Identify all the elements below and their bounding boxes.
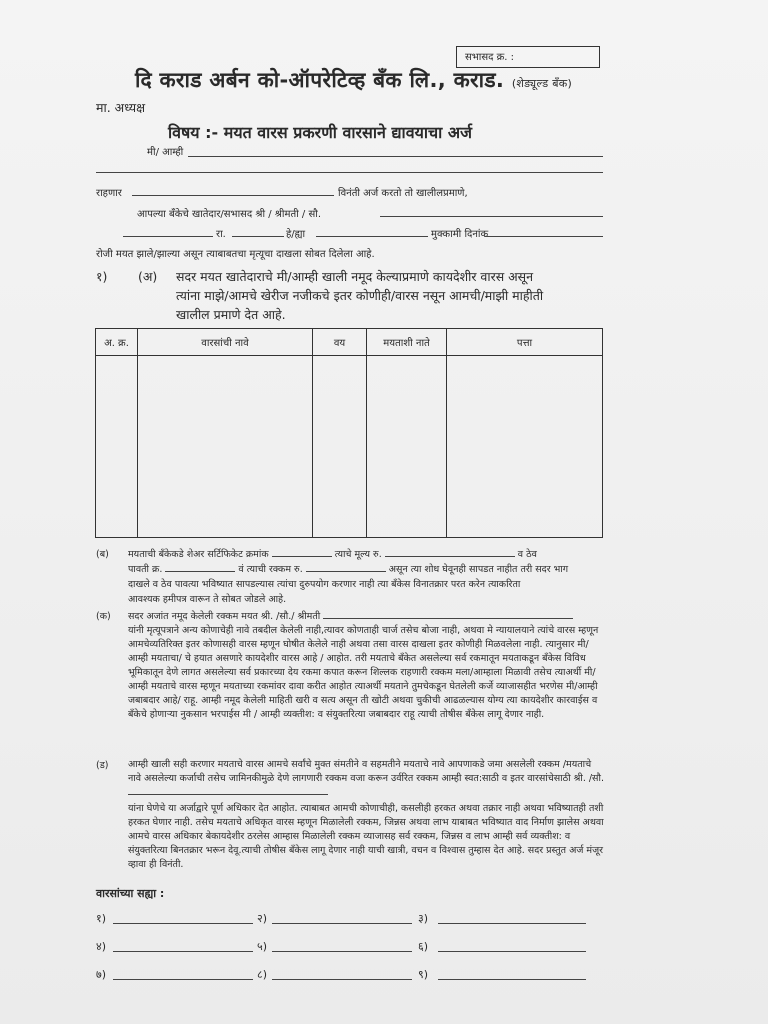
signature-8-number: ८) — [257, 968, 268, 981]
para-a-line-2: त्यांना माझे/आमचे खेरीज नजीकचे इतर कोणीही/वारस नसून आमची/माझी माहीती — [176, 288, 544, 303]
para-k-label: सदर अजांत नमूद केलेली रक्कम मयत श्री. /सौ./ श्रीमती — [128, 611, 321, 622]
relation-cell[interactable] — [367, 356, 447, 538]
account-holder-label: आपल्या बँकेचे खातेदार/सभासद श्री / श्रीमती / सौ. — [137, 209, 322, 220]
signature-3-line[interactable] — [438, 923, 586, 924]
para-d-body-text: आम्ही खाली सही करणार मयताचे वारस आमचे सर्वांचे मुक्त संमतीने व सहमतीने मयताचे नावे आपणाकडे जमा असलेली रक्कम /मयताचे नावे असलेल्या कर्जाची तसेच जामिनकीमुळे देणे लागणारी रक्कम वजा करून उर्वरित रक्कम आम्ही स्वत:साठी व इतर वारसांचेसाठी श्री. /सौ. — [128, 759, 604, 784]
signature-7-number: ७) — [96, 968, 107, 981]
para-b-text-6: असून त्या शोध घेवूनही सापडत नाहीत तरी सदर भाग — [388, 564, 569, 575]
heirs-table-body — [96, 356, 603, 538]
signature-9-number: ९) — [418, 968, 429, 981]
para-a-line-1: सदर मयत खातेदाराचे मी/आम्ही खाली नमूद केल्याप्रमाणे कायदेशीर वारस असून — [176, 269, 534, 284]
applicant-name-line-2 — [96, 172, 603, 173]
bank-name-heading — [135, 66, 572, 94]
ra-line — [232, 236, 284, 237]
he-hya-label: हे/ह्या — [286, 229, 306, 240]
ra-prefix-line — [123, 236, 213, 237]
heirs-table-header — [96, 329, 603, 356]
para-b-line-1 — [128, 547, 537, 560]
bank-tag: (शेड्यूल्ड बँक) — [511, 77, 573, 90]
resident-label: राहणार — [96, 188, 122, 199]
signature-4-number: ४) — [96, 940, 107, 953]
mukkami-label: मुक्कामी दिनांक — [431, 229, 489, 240]
section-k-marker: (क) — [96, 611, 111, 622]
date-line — [485, 236, 603, 237]
receipt-no-blank — [165, 571, 235, 572]
share-certificate-blank — [272, 556, 332, 557]
signature-4-line[interactable] — [113, 951, 253, 952]
para-b-line-4: आवश्यक हमीपत्र वारून ते सोबत जोडले आहे. — [128, 594, 287, 605]
deposit-label: व ठेव — [517, 549, 537, 560]
signature-6-number: ६) — [418, 940, 429, 953]
he-hya-line — [316, 236, 428, 237]
para-k-line-1 — [128, 609, 573, 622]
request-text: विनंती अर्ज करतो तो खालीलप्रमाणे, — [338, 188, 468, 199]
heirs-table — [95, 328, 603, 538]
col-relation-header: मयताशी नाते — [367, 329, 447, 356]
section-1-number: १) — [96, 269, 108, 284]
signature-1-line[interactable] — [113, 923, 253, 924]
signature-5-line[interactable] — [272, 951, 412, 952]
age-cell[interactable] — [313, 356, 367, 538]
deposit-amount-blank — [306, 571, 386, 572]
col-address-header: पत्ता — [447, 329, 603, 356]
heir-names-cell[interactable] — [138, 356, 313, 538]
para-d-body — [128, 758, 606, 800]
member-number-label: सभासद क्र. : — [465, 52, 515, 63]
section-a-marker: (अ) — [138, 269, 158, 284]
deceased-name-blank — [323, 618, 573, 619]
deposit-amount-label: वं त्याची रक्कम रु. — [238, 564, 303, 575]
col-heir-names-header: वारसांची नावे — [138, 329, 313, 356]
signature-7-line[interactable] — [113, 979, 253, 980]
signature-2-line[interactable] — [272, 923, 412, 924]
addressee: मा. अध्यक्ष — [96, 100, 146, 115]
subject-line: विषय :- मयत वारस प्रकरणी वारसाने द्यावयाचा अर्ज — [168, 123, 472, 142]
ra-label: रा. — [216, 229, 226, 240]
signatures-label: वारसांच्या सह्या : — [96, 887, 165, 900]
signature-9-line[interactable] — [438, 979, 586, 980]
section-b-marker: (ब) — [96, 549, 109, 560]
para-b-line-2 — [128, 562, 568, 575]
section-d-marker: (ड) — [96, 760, 109, 771]
para-k-body: यांनी मृत्यूपत्राने अन्य कोणाचेही नावे तबदील केलेली नाही,त्यावर कोणताही चार्ज तसेच बोजा नाही, अथवा मे न्यायालयाने त्यांचे वारस म्हणून आमचेव्यतिरिक्त इतर कोणासही वारस म्हणून घोषीत केलेले नाही अथवा तसा वारस दाखला इतर कोणीही मिळवलेला नाही. त्यानुसार मी/आम्ही मयताचा/ चे हयात असणारे कायदेशीर वारस आहे / आहोत. तरी मयताचे बँकेत असलेल्या सर्व रकमातून मयताकडून बँकेस विविध भूमिकातून देणे लागत असलेल्या सर्व प्रकारच्या देय रकमा कपात करून शिल्लक राहणारी रक्कम मला/आम्हाला मिळावी तसेच त्याअर्थी मी/आम्ही मयताचे वारस म्हणून मयताच्या रकमांवर दावा करीत आहोत त्याअर्थी मयताने तुमचेकडून घेतलेली कर्जे व्याजासहीत भरणेस मी/आम्ही जबाबदार आहे/ राहू. आम्ही नमूद केलेली माहिती खरी व सत्य असून ती खोटी अथवा चुकीची आढळल्यास योग्य त्या कायदेशीर कारवाईस व बँकेचे होणाऱ्या नुकसान भरपाईस मी / आम्ही व्यक्तीश: व संयुक्तरित्या जबाबदार राहू त्याची तोषीस बँकेस लागू देणार नाही. — [128, 625, 599, 720]
bank-name: दि कराड अर्बन को-ऑपरेटिव्ह बँक लि., कराड. — [135, 68, 505, 92]
account-holder-line — [380, 216, 603, 217]
signature-2-number: २) — [257, 912, 268, 925]
resident-line — [132, 195, 334, 196]
address-cell[interactable] — [447, 356, 603, 538]
para-a-line-3: खालील प्रमाणे देत आहे. — [176, 307, 286, 322]
signature-8-line[interactable] — [272, 979, 412, 980]
death-info-line: रोजी मयत झाले/झाल्या असून त्याबाबतचा मृत्यूचा दाखला सोबत दिलेला आहे. — [96, 249, 375, 260]
signature-6-line[interactable] — [438, 951, 586, 952]
col-serial-header: अ. क्र. — [96, 329, 138, 356]
authorized-person-blank — [128, 794, 328, 795]
signature-1-number: १) — [96, 912, 107, 925]
receipt-no-label: पावती क्र. — [128, 564, 163, 575]
applicant-label: मी/ आम्ही — [147, 147, 184, 158]
para-b-line-3: दाखले व ठेव पावत्या भविष्यात सापडल्यास त्यांचा दुरुपयोग करणार नाही त्या बँकेस विनातक्रार परत करेन त्याकरिता — [128, 579, 521, 590]
para-d-body-2: यांना घेणेचे या अर्जाद्वारे पूर्ण अधिकार देत आहोत. त्याबाबत आमची कोणाचीही, कसलीही हरकत अथवा तक्रार नाही अथवा भविष्यातही तशी हरकत घेणार नाही. तसेच मयताचे अधिकृत वारस म्हणून मिळालेली रक्कम, जिन्नस अथवा लाभ याबाबत भविष्यात वाद निर्माण झालेस अथवा आमचे वारस अधिकार बेकायदेशीर ठरलेस आम्हास मिळालेली रक्कम व्याजासह सर्व रक्कम, जिन्नस व लाभ आम्ही सर्व व्यक्तीश: व संयुक्तरित्या बिनतक्रार भरून देवू.त्याची तोषीस बँकेस लागू देणार नाही याची खात्री, वचन व विश्वास तुम्हास देत आहे. सदर प्रस्तुत अर्ज मंजूर व्हावा ही विनंती. — [128, 803, 604, 870]
signature-3-number: ३) — [418, 912, 429, 925]
applicant-name-line — [188, 156, 603, 157]
share-value-blank — [385, 556, 515, 557]
share-certificate-label: मयताची बँकेकडे शेअर सर्टिफिकेट क्रमांक — [128, 549, 269, 560]
signature-5-number: ५) — [257, 940, 268, 953]
member-number-box — [456, 46, 600, 68]
col-age-header: वय — [313, 329, 367, 356]
serial-cell[interactable] — [96, 356, 138, 538]
share-value-label: त्याचे मूल्य रु. — [334, 549, 382, 560]
